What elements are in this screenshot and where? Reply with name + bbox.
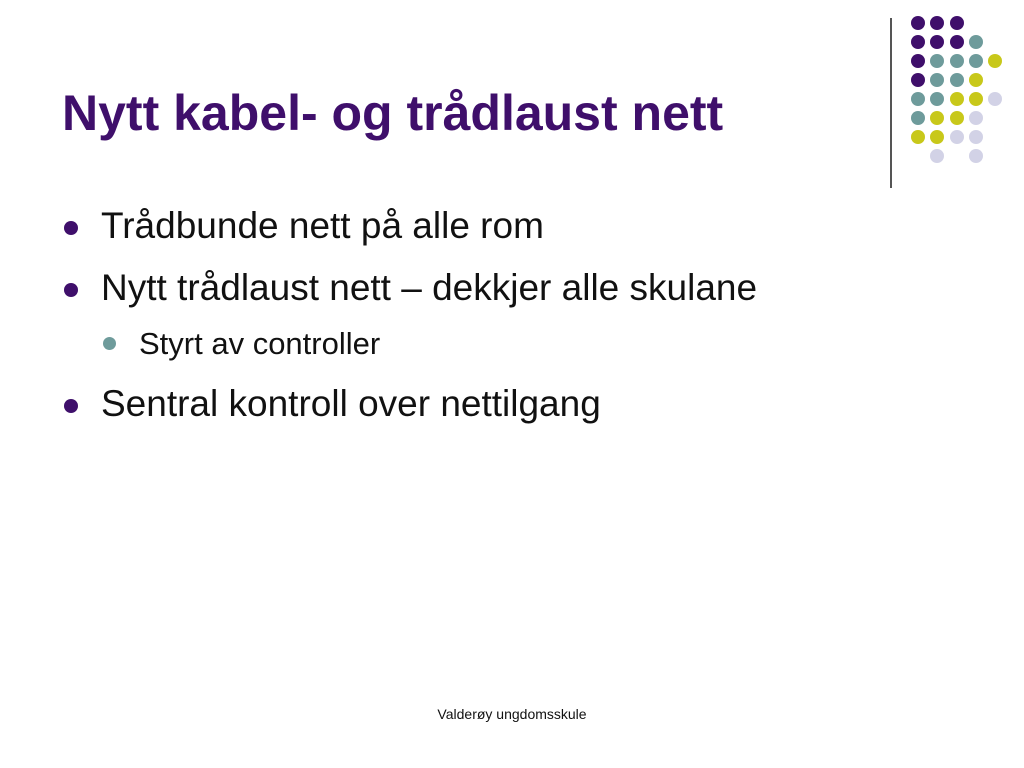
sub-bullet-marker <box>103 337 116 350</box>
decor-dot <box>911 16 925 30</box>
slide-footer: Valderøy ungdomsskule <box>437 706 587 722</box>
decor-dot <box>950 54 964 68</box>
bullet-text: Nytt trådlaust nett – dekkjer alle skulane <box>101 267 758 308</box>
slide-title: Nytt kabel- og trådlaust nett <box>62 85 724 141</box>
decor-dot <box>969 35 983 49</box>
sub-bullet-text: Styrt av controller <box>139 326 381 361</box>
decor-dot <box>911 35 925 49</box>
bullet-text: Sentral kontroll over nettilgang <box>101 383 601 424</box>
decor-dot <box>969 111 983 125</box>
decor-dot <box>950 73 964 87</box>
decor-dot <box>930 111 944 125</box>
decor-dot <box>911 130 925 144</box>
decor-dot <box>950 92 964 106</box>
decor-dot <box>930 73 944 87</box>
decor-dot <box>969 54 983 68</box>
decor-dot <box>969 73 983 87</box>
decor-dot <box>911 54 925 68</box>
decor-dot <box>930 149 944 163</box>
sub-bullet-item <box>139 328 380 359</box>
decor-dot <box>950 130 964 144</box>
decor-dot <box>950 16 964 30</box>
bullet-text: Trådbunde nett på alle rom <box>101 205 544 246</box>
decor-dot <box>930 130 944 144</box>
decor-dot <box>950 35 964 49</box>
decor-dot <box>911 92 925 106</box>
decor-dot <box>950 111 964 125</box>
decor-dot <box>969 130 983 144</box>
decor-dot <box>969 92 983 106</box>
decor-dot <box>930 16 944 30</box>
decorative-vertical-rule <box>890 18 892 188</box>
decor-dot <box>930 54 944 68</box>
bullet-marker <box>64 399 78 413</box>
decor-dot <box>930 35 944 49</box>
bullet-item <box>101 385 601 422</box>
decor-dot <box>988 54 1002 68</box>
bullet-marker <box>64 221 78 235</box>
bullet-item <box>101 207 544 244</box>
decor-dot <box>969 149 983 163</box>
decor-dot <box>988 92 1002 106</box>
bullet-marker <box>64 283 78 297</box>
bullet-item <box>101 269 757 306</box>
decor-dot <box>930 92 944 106</box>
decor-dot <box>911 111 925 125</box>
decor-dot <box>911 73 925 87</box>
